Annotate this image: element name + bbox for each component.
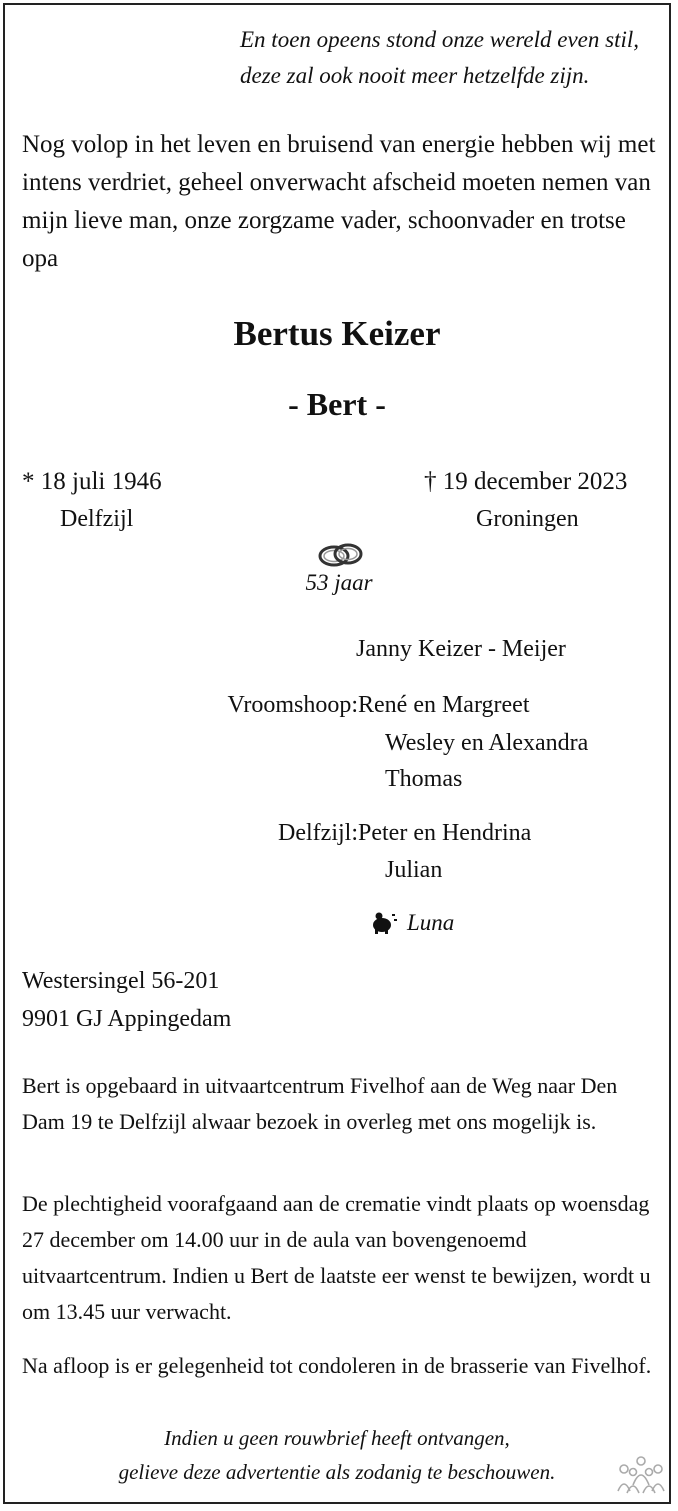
address-city: 9901 GJ Appingedam bbox=[22, 1006, 232, 1032]
grandchild: Thomas bbox=[385, 766, 463, 792]
death-place: Groningen bbox=[476, 506, 579, 532]
quote-line-2: deze zal ook nooit meer hetzelfde zijn. bbox=[240, 63, 590, 88]
grandchild: Julian bbox=[385, 857, 443, 883]
ceremony-paragraph: De plechtigheid voorafgaand aan de crematie vindt plaats op woensdag 27 december om 14.00 uur in de aula van bovengenoemd uitvaartcentrum. Indien u Bert de laatste eer wenst te bewijzen, wordt u om 13.45 uur verwacht. bbox=[22, 1191, 651, 1324]
address-street: Westersingel 56-201 bbox=[22, 968, 220, 994]
pet-name: Luna bbox=[407, 910, 455, 935]
family-couple: René en Margreet bbox=[358, 692, 530, 718]
grandchild: Wesley en Alexandra bbox=[385, 730, 589, 756]
family-couple: Peter en Hendrina bbox=[358, 820, 532, 846]
deceased-nickname: - Bert - bbox=[288, 386, 386, 422]
footer-line-1: Indien u geen rouwbrief heeft ontvangen, bbox=[164, 1426, 510, 1450]
footer-line-2: gelieve deze advertentie als zodanig te beschouwen. bbox=[118, 1460, 556, 1484]
viewing-paragraph: Bert is opgebaard in uitvaartcentrum Fivelhof aan de Weg naar Den Dam 19 te Delfzijl alwaar bezoek in overleg met ons mogelijk is. bbox=[22, 1073, 618, 1134]
quote-line-1: En toen opeens stond onze wereld even stil, bbox=[240, 27, 640, 52]
birth-place: Delfzijl bbox=[60, 506, 134, 532]
spouse-name: Janny Keizer - Meijer bbox=[356, 636, 566, 662]
family-place-vroomshoop: Vroomshoop: bbox=[227, 692, 358, 718]
intro-text: Nog volop in het leven en bruisend van energie hebben wij met intens verdriet, geheel onverwacht afscheid moeten nemen van mijn lieve man, onze zorgzame vader, schoonvader en trotse opa bbox=[22, 131, 656, 272]
family-place-delfzijl: Delfzijl: bbox=[278, 820, 358, 846]
deceased-name: Bertus Keizer bbox=[233, 314, 441, 353]
dog-icon bbox=[370, 910, 400, 934]
condolence-paragraph: Na afloop is er gelegenheid tot condoleren in de brasserie van Fivelhof. bbox=[22, 1353, 652, 1378]
people-group-logo-icon bbox=[616, 1455, 666, 1497]
death-date: † 19 december 2023 bbox=[424, 468, 628, 495]
marriage-years: 53 jaar bbox=[305, 570, 373, 595]
birth-date: * 18 juli 1946 bbox=[22, 468, 162, 495]
wedding-rings-icon bbox=[316, 540, 366, 570]
